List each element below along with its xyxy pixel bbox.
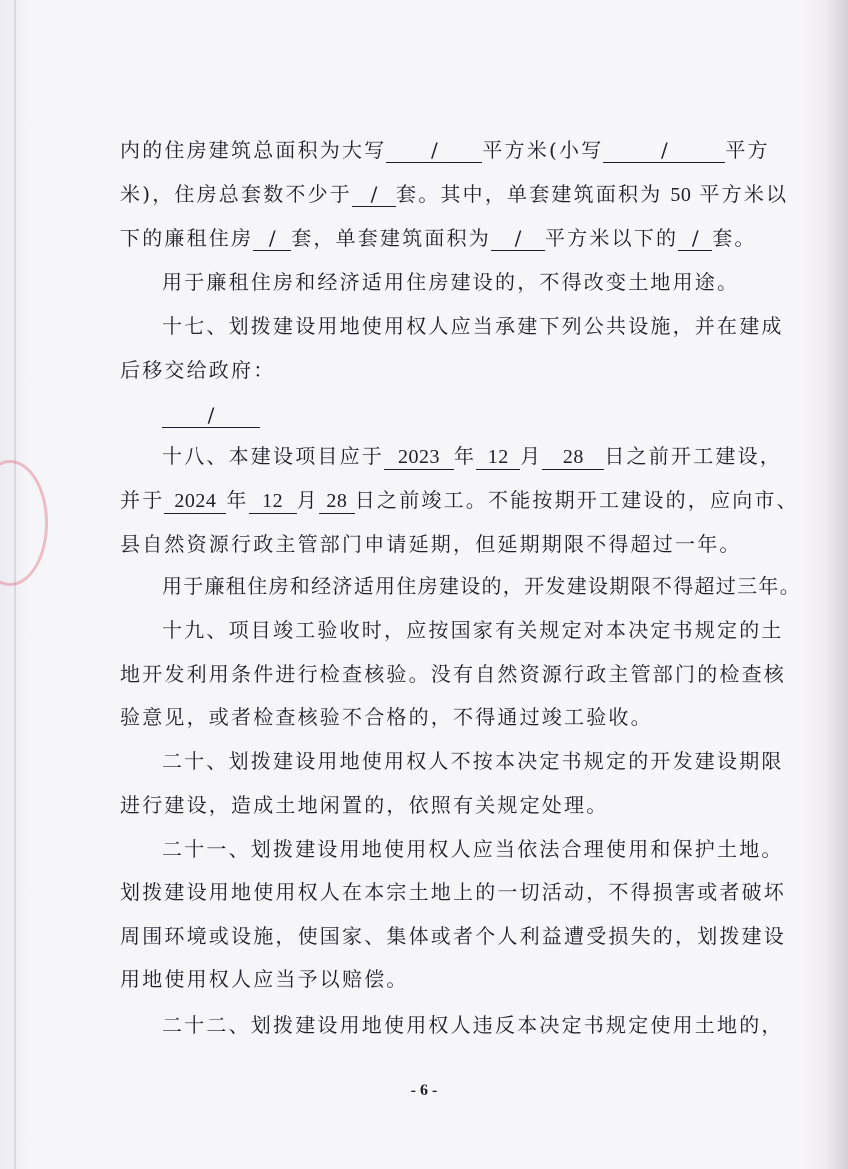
clause-21-heading: 二十一、划拨建设用地使用权人应当依法合理使用和保护土地。 bbox=[162, 837, 784, 861]
line-9-text-a: 并于 bbox=[120, 488, 165, 512]
start-year-blank: 2023 bbox=[384, 445, 454, 470]
start-day-blank: 28 bbox=[542, 445, 604, 470]
line-8-text-d: 日之前开工建设， bbox=[604, 444, 783, 468]
completion-month-blank: 12 bbox=[249, 489, 297, 514]
clause-18-heading bbox=[162, 441, 782, 471]
clause-20-heading: 二十、划拨建设用地使用权人不按本决定书规定的开发建设期限 bbox=[162, 749, 784, 773]
text-line-13: 地开发利用条件进行检查核验。没有自然资源行政主管部门的检查核 bbox=[120, 662, 786, 686]
line-2-text-a: 米)，住房总套数不少于 bbox=[120, 182, 353, 206]
text-line-7 bbox=[162, 400, 260, 430]
total-area-uppercase-blank: / bbox=[386, 138, 482, 163]
text-line-1 bbox=[120, 135, 770, 165]
clause-19-heading: 十九、项目竣工验收时，应按国家有关规定对本决定书规定的土 bbox=[162, 618, 784, 642]
line-1-text-e: 平方 bbox=[725, 138, 770, 162]
line-3-text-g: 套。 bbox=[712, 226, 757, 250]
line-8-year-unit: 年 bbox=[454, 444, 477, 468]
unit-area-blank: / bbox=[491, 226, 545, 251]
text-line-4: 用于廉租住房和经济适用住房建设的，不得改变土地用途。 bbox=[162, 270, 740, 294]
text-line-20: 用地使用权人应当予以赔偿。 bbox=[120, 967, 409, 991]
text-line-11: 用于廉租住房和经济适用住房建设的，开发建设期限不得超过三年。 bbox=[162, 574, 801, 598]
line-8-month-unit: 月 bbox=[520, 444, 543, 468]
clause-22-heading: 二十二、划拨建设用地使用权人违反本决定书规定使用土地的， bbox=[162, 1013, 784, 1037]
line-1-text-c: 平方米(小写 bbox=[482, 138, 604, 162]
line-3-text-e: 平方米以下的 bbox=[545, 226, 679, 250]
line-9-month-unit: 月 bbox=[296, 488, 319, 512]
text-line-14: 验意见，或者检查核验不合格的，不得通过竣工验收。 bbox=[120, 705, 653, 729]
public-facilities-blank: / bbox=[162, 403, 260, 428]
completion-year-blank: 2024 bbox=[164, 489, 226, 514]
page-number: - 6 - bbox=[410, 1082, 438, 1099]
text-line-16: 进行建设，造成土地闲置的，依照有关规定处理。 bbox=[120, 793, 609, 817]
completion-day-blank: 28 bbox=[319, 489, 355, 514]
text-line-6: 后移交给政府： bbox=[120, 358, 276, 382]
line-3-text-c: 套，单套建筑面积为 bbox=[291, 226, 492, 250]
text-line-18: 划拨建设用地使用权人在本宗土地上的一切活动，不得损害或者破坏 bbox=[120, 880, 786, 904]
housing-units-blank: / bbox=[352, 182, 396, 207]
text-line-3 bbox=[120, 223, 757, 253]
text-line-19: 周围环境或设施，使国家、集体或者个人利益遭受损失的，划拨建设 bbox=[120, 924, 786, 948]
line-8-text-a: 十八、本建设项目应于 bbox=[162, 444, 384, 468]
clause-17-heading: 十七、划拨建设用地使用权人应当承建下列公共设施，并在建成 bbox=[162, 314, 784, 338]
line-1-text-a: 内的住房建筑总面积为大写 bbox=[120, 138, 387, 162]
line-2-text-c: 套。其中，单套建筑面积为 bbox=[396, 182, 663, 206]
area-50-value: 50 bbox=[670, 184, 692, 206]
line-9-year-unit: 年 bbox=[226, 488, 249, 512]
text-line-2 bbox=[120, 179, 788, 209]
total-area-lowercase-blank: / bbox=[603, 138, 725, 163]
line-9-text-d: 日之前竣工。不能按期开工建设的，应向市、 bbox=[354, 488, 799, 512]
text-line-10: 县自然资源行政主管部门申请延期，但延期期限不得超过一年。 bbox=[120, 532, 742, 556]
line-3-text-a: 下的廉租住房 bbox=[120, 226, 254, 250]
line-2-text-e: 平方米以 bbox=[699, 182, 789, 206]
small-units-blank: / bbox=[678, 226, 712, 251]
start-month-blank: 12 bbox=[476, 445, 520, 470]
text-line-9 bbox=[120, 485, 799, 515]
red-seal-stamp bbox=[0, 460, 48, 586]
low-rent-units-blank: / bbox=[253, 226, 291, 251]
page-edge-right bbox=[826, 0, 848, 1169]
